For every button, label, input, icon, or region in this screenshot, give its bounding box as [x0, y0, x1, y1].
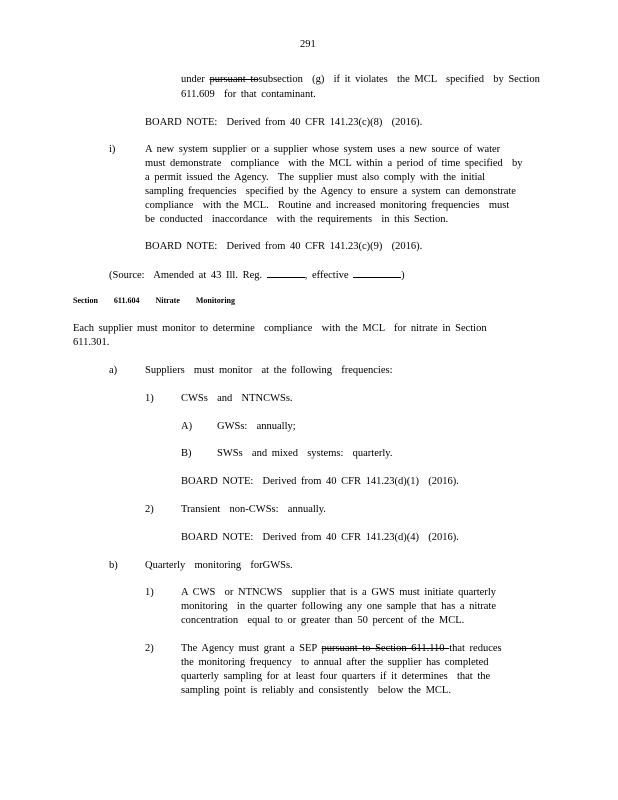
- item-a-2-board-note: BOARD NOTE: Derived from 40 CFR 141.23(d)(4) (2016).: [181, 532, 459, 543]
- item-i-line: A new system supplier or a supplier whose system uses a new source of water: [145, 144, 501, 155]
- intro-line-1: [181, 73, 540, 87]
- item-b-label: b): [109, 560, 118, 571]
- intro-line-1-post: subsection (g) if it violates the MCL specified by Section: [258, 74, 540, 85]
- source-pre: (Source: Amended at 43 Ill. Reg.: [109, 270, 267, 281]
- intro-line-2: 611.609 for that contaminant.: [181, 89, 316, 100]
- intro-board-note: BOARD NOTE: Derived from 40 CFR 141.23(c)(8) (2016).: [145, 117, 423, 128]
- item-a-1-A-label: A): [181, 421, 193, 432]
- item-a-2-label: 2): [145, 504, 154, 515]
- item-b-2-line: the monitoring frequency to annual after the supplier has completed: [181, 657, 489, 668]
- item-i-line: be conducted inaccordance with the requirements in this Section.: [145, 214, 449, 225]
- item-b-1-line: A CWS or NTNCWS supplier that is a GWS must initiate quarterly: [181, 587, 497, 598]
- intro-struck-text: pursuant to: [209, 74, 259, 85]
- item-b-1-line: monitoring in the quarter following any one sample that has a nitrate: [181, 601, 497, 612]
- item-i-line: must demonstrate compliance with the MCL within a period of time specified by: [145, 158, 523, 169]
- item-a-label: a): [109, 365, 118, 376]
- item-b-2-line-1-pre: The Agency must grant a SEP: [181, 643, 322, 654]
- item-b-2-line-1: [181, 642, 502, 656]
- item-i-line: a permit issued the Agency. The supplier must also comply with the initial: [145, 172, 486, 183]
- source-line: [109, 268, 405, 283]
- section-intro-line-2: 611.301.: [73, 337, 110, 348]
- item-b-2-line-1-post: that reduces: [449, 643, 502, 654]
- effective-date-blank: [353, 268, 401, 278]
- item-a-1-label: 1): [145, 393, 154, 404]
- item-b-2-line: quarterly sampling for at least four quarters if it determines that the: [181, 671, 491, 682]
- item-a-1-B-text: SWSs and mixed systems: quarterly.: [217, 448, 393, 459]
- item-b-text: Quarterly monitoring forGWSs.: [145, 560, 293, 571]
- item-b-2-label: 2): [145, 643, 154, 654]
- item-i-line: sampling frequencies specified by the Agency to ensure a system can demonstrate: [145, 186, 516, 197]
- intro-line-1-pre: under: [181, 74, 210, 85]
- item-a-1-A-text: GWSs: annually;: [217, 421, 296, 432]
- item-i-line: compliance with the MCL. Routine and increased monitoring frequencies must: [145, 200, 510, 211]
- register-blank: [267, 268, 305, 278]
- section-heading: Section 611.604 Nitrate Monitoring: [73, 296, 235, 305]
- item-a-1-B-label: B): [181, 448, 192, 459]
- item-i-label: i): [109, 144, 116, 155]
- item-a-text: Suppliers must monitor at the following frequencies:: [145, 365, 393, 376]
- item-a-2-text: Transient non-CWSs: annually.: [181, 504, 326, 515]
- item-i-board-note: BOARD NOTE: Derived from 40 CFR 141.23(c)(9) (2016).: [145, 241, 423, 252]
- item-a-1-board-note: BOARD NOTE: Derived from 40 CFR 141.23(d)(1) (2016).: [181, 476, 459, 487]
- section-intro-line-1: Each supplier must monitor to determine compliance with the MCL for nitrate in Section: [73, 323, 487, 334]
- item-a-1-text: CWSs and NTNCWSs.: [181, 393, 293, 404]
- item-b-1-label: 1): [145, 587, 154, 598]
- source-mid: , effective: [304, 270, 354, 281]
- page-number: 291: [300, 39, 316, 50]
- item-b-2-line: sampling point is reliably and consistently below the MCL.: [181, 685, 451, 696]
- source-post: ): [401, 270, 405, 281]
- item-b-1-line: concentration equal to or greater than 50 percent of the MCL.: [181, 615, 465, 626]
- item-b-2-struck-text: pursuant to Section 611.110: [321, 643, 450, 654]
